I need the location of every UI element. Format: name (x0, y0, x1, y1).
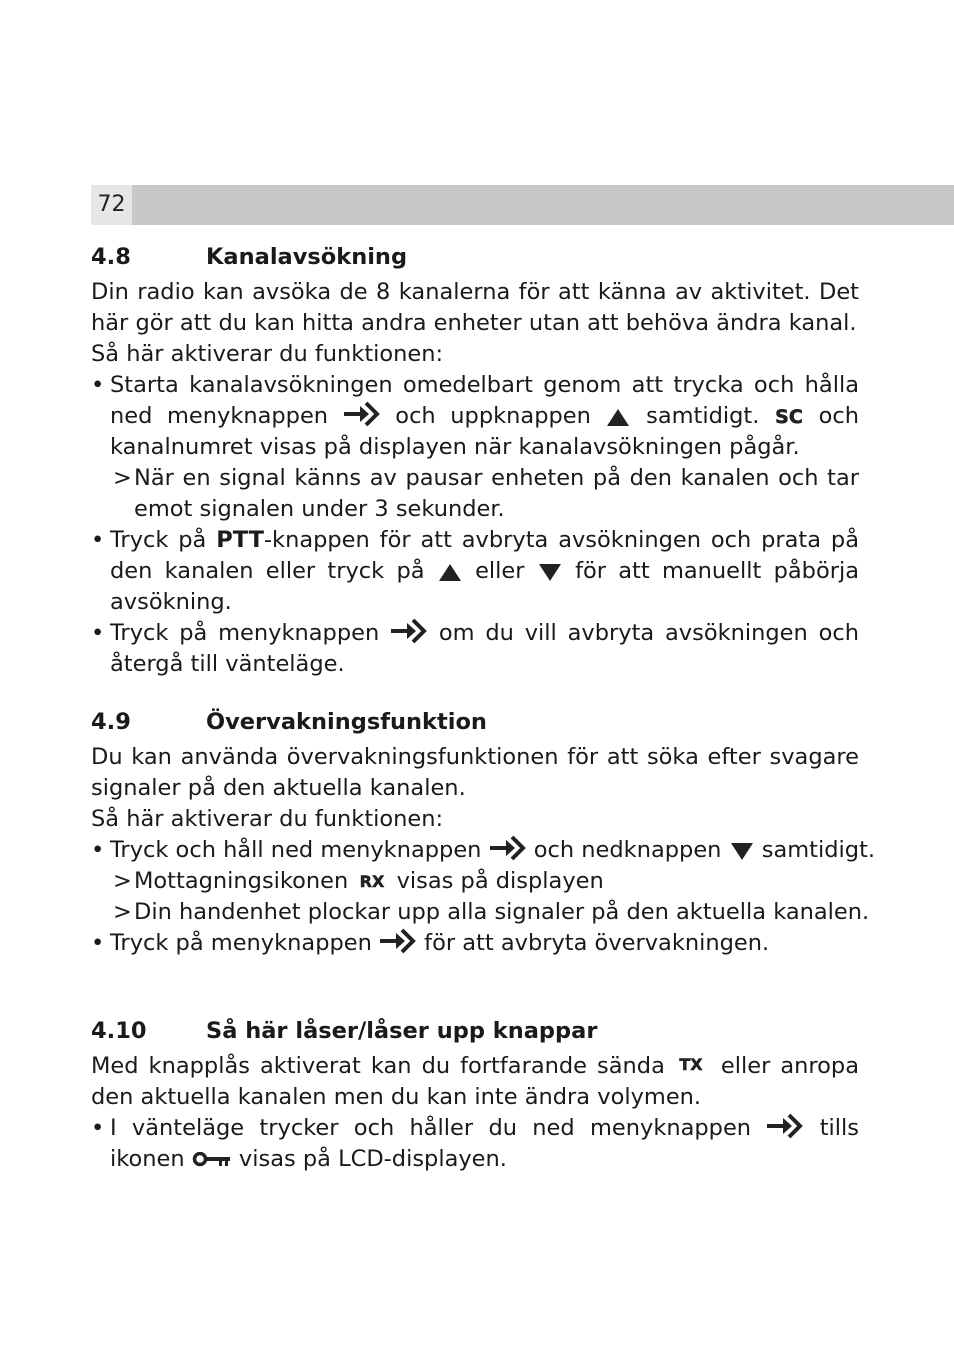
menu-arrow-icon (766, 1113, 804, 1139)
key-lock-icon (192, 1152, 232, 1170)
section-number: 4.8 (91, 244, 131, 270)
text-span: och kanalnumret visas på displayen när kanalavsökningen pågår. (110, 403, 860, 460)
text-span: Starta kanalavsökningen omedelbart genom att trycka och hålla ned menyknappen (110, 372, 859, 429)
text-span: samtidigt. (646, 403, 760, 429)
ptt-label: PTT (216, 527, 264, 553)
text-span: Tryck på menyknappen (110, 620, 380, 646)
text-span: Mottagningsikonen (134, 868, 349, 894)
bullet-item (91, 618, 859, 680)
page-content (91, 241, 876, 1175)
up-triangle-icon (605, 407, 631, 427)
menu-arrow-icon (343, 401, 381, 427)
text-span: och uppknappen (395, 403, 591, 429)
menu-arrow-icon (379, 928, 417, 954)
section-title: Övervakningsfunktion (206, 709, 487, 735)
text-span: Tryck och håll ned menyknappen (110, 837, 482, 863)
menu-arrow-icon (489, 835, 527, 861)
bullet-text (110, 928, 859, 959)
sub-item (91, 897, 870, 928)
bullet-text (110, 835, 875, 866)
text-span: tills ikonen (110, 1115, 860, 1172)
text-span: Tryck på menyknappen (110, 930, 372, 956)
tx-transmit-icon (675, 1055, 711, 1077)
section-heading-4-9 (91, 706, 859, 738)
bullet-item (91, 928, 859, 959)
sc-scan-icon (774, 405, 804, 427)
sub-text: När en signal känns av pausar enheten på den kanalen och tar emot signalen under 3 sekunder. (134, 465, 859, 522)
page-header-bar (91, 185, 954, 225)
up-triangle-icon (437, 562, 463, 582)
page-number: 72 (91, 185, 132, 225)
paragraph: Så här aktiverar du funktionen: (91, 341, 444, 367)
bullet-glyph: • (91, 527, 105, 553)
text-span: och nedknappen (533, 837, 722, 863)
text-span: eller anropa den aktuella kanalen men du kan inte ändra volymen. (91, 1053, 859, 1110)
paragraph: Du kan använda övervakningsfunktionen för att söka efter svagare signaler på den aktuella kanalen. (91, 744, 859, 801)
bullet-text (110, 1113, 859, 1175)
sub-arrow-glyph: > (113, 868, 132, 894)
text-span: samtidigt. (761, 837, 876, 863)
svg-text:TX: TX (679, 1055, 703, 1074)
rx-receive-icon (355, 870, 389, 892)
section-heading-4-8 (91, 241, 859, 273)
text-span: Tryck på (110, 527, 207, 553)
bullet-glyph: • (91, 620, 105, 646)
text-span: -knappen för att avbryta avsökningen och prata på den kanalen eller tryck på (110, 527, 859, 584)
paragraph: Så här aktiverar du funktionen: (91, 806, 444, 832)
bullet-glyph: • (91, 930, 105, 956)
text-span: för att avbryta övervakningen. (424, 930, 770, 956)
svg-text:SC: SC (775, 406, 803, 427)
down-triangle-icon (729, 841, 755, 861)
section-title: Kanalavsökning (206, 244, 408, 270)
sub-item (91, 866, 859, 897)
sub-text: Din handenhet plockar upp alla signaler på den aktuella kanalen. (134, 899, 870, 925)
bullet-item (91, 1113, 859, 1175)
section-number: 4.10 (91, 1018, 147, 1044)
section-number: 4.9 (91, 709, 131, 735)
text-span: för att manuellt påbörja avsökning. (110, 558, 860, 615)
bullet-text (110, 525, 859, 618)
paragraph: Din radio kan avsöka de 8 kanalerna för att känna av aktivitet. Det här gör att du kan hitta andra enheter utan att behöva ändra kanal. (91, 279, 859, 336)
sub-item (91, 463, 859, 525)
text-span: om du vill avbryta avsökningen och återgå till vänteläge. (110, 620, 860, 677)
paragraph (91, 1051, 859, 1113)
bullet-item (91, 525, 859, 618)
bullet-item (91, 370, 859, 463)
svg-text:RX: RX (360, 872, 385, 891)
text-span: Med knapplås aktiverat kan du fortfarande sända (91, 1053, 665, 1079)
menu-arrow-icon (390, 618, 428, 644)
bullet-item (91, 835, 876, 866)
sub-arrow-glyph: > (113, 465, 132, 491)
bullet-text (110, 370, 859, 463)
bullet-glyph: • (91, 837, 105, 863)
text-span: visas på displayen (396, 868, 604, 894)
text-span: eller (475, 558, 525, 584)
down-triangle-icon (537, 562, 563, 582)
bullet-glyph: • (91, 1115, 105, 1141)
bullet-text (110, 618, 859, 680)
sub-text (134, 866, 859, 897)
bullet-glyph: • (91, 372, 105, 398)
section-title: Så här låser/låser upp knappar (206, 1018, 598, 1044)
text-span: I vänteläge trycker och håller du ned menyknappen (110, 1115, 752, 1141)
section-heading-4-10 (91, 1015, 859, 1047)
sub-arrow-glyph: > (113, 899, 132, 925)
text-span: visas på LCD-displayen. (238, 1146, 507, 1172)
